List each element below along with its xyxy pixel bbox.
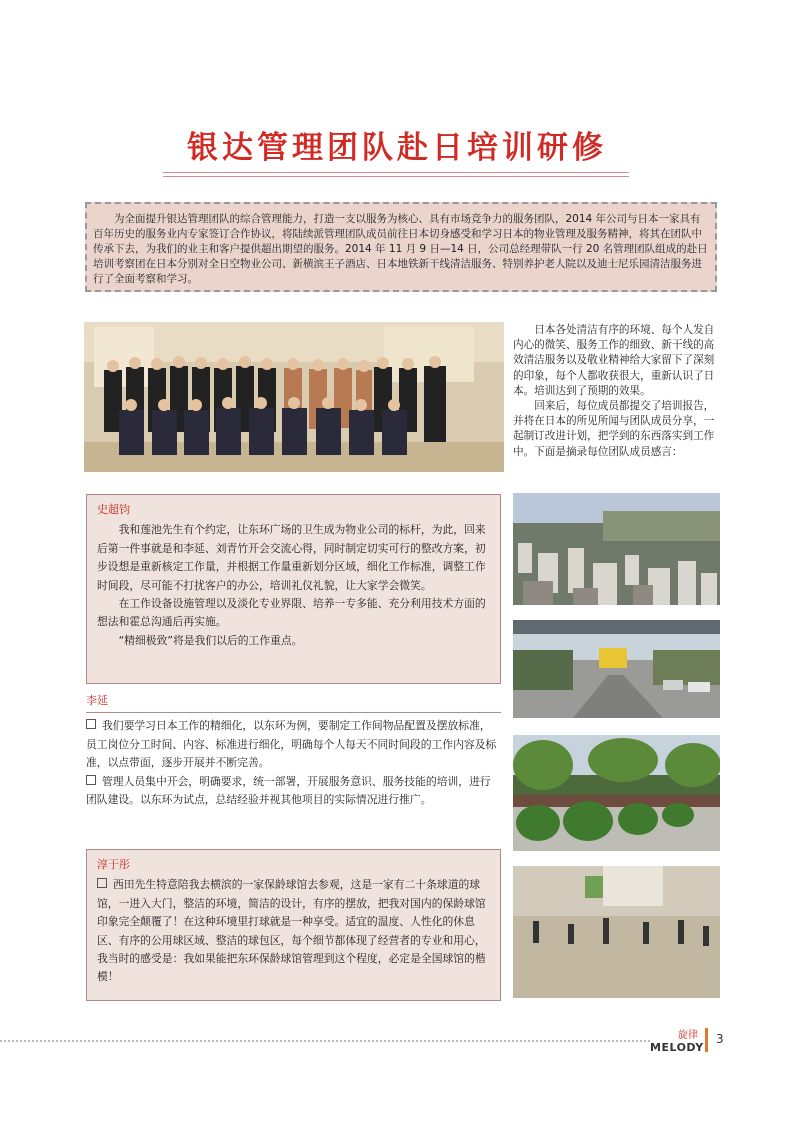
garden-photo (513, 735, 720, 851)
section-author: 李延 (86, 692, 501, 713)
section-paragraph-text: 西田先生特意陪我去横滨的一家保龄球馆去参观，这是一家有二十条球道的球馆，一进入大门，整洁的环境，简洁的设计，有序的摆放，把我对国内的保龄球馆印象完全颠覆了！在这种环境里打球就是一种享受。适宜的温度、人性化的休息区、有序的公用球区域、整洁的球包区，每个细节都体现了经营者的专业和用心，我当时的感受是：我如果能把东环保龄球馆管理到这个程度，必定是全国球馆的楷模！ (97, 878, 486, 984)
section-li (86, 692, 501, 809)
city-aerial-photo (513, 493, 720, 605)
footer-dotted-rule (0, 1040, 650, 1042)
checkbox-icon (86, 719, 96, 729)
footer-brand (650, 1026, 704, 1054)
list-item-text: 我们要学习日本工作的精细化，以东环为例，要制定工作间物品配置及摆放标准，员工岗位分工时间、内容、标准进行细化，明确每个人每天不同时间段的工作内容及标准，以点带面，逐步开展并不断完善。 (86, 719, 497, 770)
right-paragraph: 回来后，每位成员都提交了培训报告，并将在日本的所见所闻与团队成员分享，一起制订改进计划，把学到的东西落实到工作中。下面是摘录每位团队成员感言： (513, 400, 715, 458)
section-paragraph: 我和莲池先生有个约定，让东环广场的卫生成为物业公司的标杆，为此，回来后第一件事就是和李延、刘青竹开会交流心得，同时制定切实可行的整改方案，初步设想是重新核定工作量，并根据工作量重新划分区域，细化工作标准，调整工作时间段，尽可能不打扰客户的办公，培训礼仪礼貌，让大家学会微笑。 (97, 523, 486, 592)
brand-english: MELODY (650, 1041, 704, 1054)
checkbox-icon (86, 775, 96, 785)
bowling-hall-photo (513, 866, 720, 998)
group-photo (84, 322, 504, 472)
article-title: 银达管理团队赴日培训研修 (187, 130, 607, 166)
right-column-text (513, 323, 723, 460)
right-paragraph: 日本各处清洁有序的环境、每个人发自内心的微笑、服务工作的细致、新干线的高效清洁服务以及敬业精神给大家留下了深刻的印象，每个人都收获很大，重新认识了日本。培训达到了预期的效果。 (513, 324, 715, 397)
section-author: 淳于彤 (97, 858, 130, 871)
street-photo (513, 620, 720, 718)
page-number: 3 (716, 1032, 724, 1046)
section-paragraph: “精细极致”将是我们以后的工作重点。 (118, 633, 303, 647)
list-item (86, 773, 501, 810)
checkbox-icon (97, 878, 107, 888)
intro-box: 为全面提升银达管理团队的综合管理能力，打造一支以服务为核心、具有市场竞争力的服务团队，2014 年公司与日本一家具有百年历史的服务业内专家签订合作协议，将陆续派管理团队成员前往日本切身感受和学习日本的物业管理及服务精神，将其在团队中传承下去，为我们的业主和客户提供超出期望的服务。2014 年 11 月 9 日—14 日，公司总经理带队一行 20 名管理团队组成的赴日培训考察团在日本分别对全日空物业公司、新横滨王子酒店、日本地铁新干线清洁服务、特别养护老人院以及迪士尼乐园清洁服务进行了全面考察和学习。 (85, 202, 717, 292)
section-author: 史超钧 (97, 503, 130, 516)
section-chun (86, 849, 501, 1001)
footer-accent-bar (705, 1028, 708, 1052)
brand-chinese: 旋律 (678, 1030, 698, 1041)
title-divider (163, 172, 629, 177)
section-paragraph (97, 876, 490, 986)
section-paragraph: 在工作设备设施管理以及淡化专业界限、培养一专多能、充分利用技术方面的想法和霍总沟通后再实施。 (97, 597, 486, 629)
list-item-text: 管理人员集中开会，明确要求，统一部署，开展服务意识、服务技能的培训，进行团队建设。以东环为试点，总结经验并视其他项目的实际情况进行推广。 (86, 774, 491, 807)
list-item (86, 717, 501, 772)
section-shi (86, 494, 501, 684)
